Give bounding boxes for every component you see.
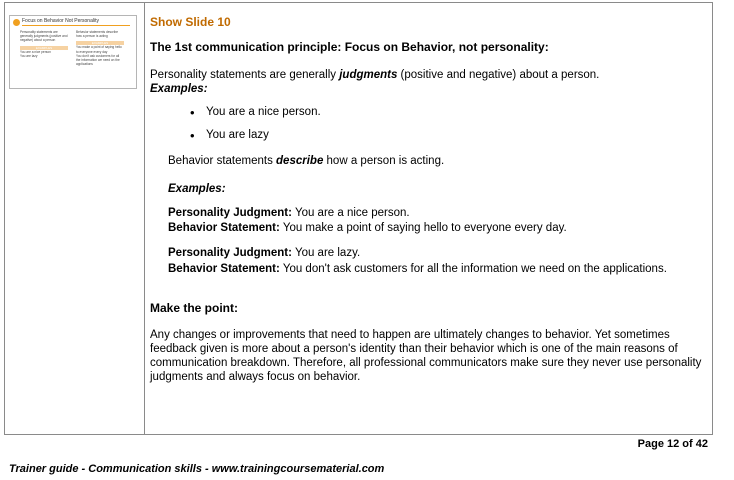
make-point-heading: Make the point: [150,301,239,315]
thumbnail-right-item: You make a point of saying hello to everyone every day [76,45,122,54]
point-paragraph: Any changes or improvements that need to happen are ultimately changes to behavior. Yet sometimes feedback given is more about a person's identity than their behavior which is one of the main reasons of communication breakdown. Therefore, all professional communicators make sure they never use personality judgments and always focus on behavior. [150,329,702,383]
describe-emphasis: describe [276,155,324,167]
thumbnail-left-item: You are lazy [20,53,38,58]
thumbnail-left-item: You are a nice person [20,49,51,54]
example-pair: Personality Judgment: You are lazy. Behavior Statement: You don't ask customers for all the information we need on the applications. [168,247,667,275]
list-item: • You are lazy [206,129,269,141]
behavior-paragraph: Behavior statements describe how a person is acting. [168,155,445,167]
judgments-emphasis: judgments [339,69,398,81]
thumbnail-left-heading: Personality statements are generally judgments (positive and negative) about a person [20,30,68,43]
thumbnail-right-tag: EXAMPLES [76,41,124,45]
examples-label: Examples: [150,83,208,95]
thumbnail-title: Focus on Behavior Not Personality [22,18,99,24]
column-divider [144,3,145,434]
footer-text: Trainer guide - Communication skills - www.trainingcoursematerial.com [9,463,385,475]
thumbnail-right-item: You don't ask customers for all the information we need on the applications [76,53,120,67]
show-slide-heading: Show Slide 10 [150,15,231,29]
thumbnail-right-heading: Behavior statements describe how a person is acting [76,30,118,39]
slide-thumbnail [9,15,137,89]
page-number: Page 12 of 42 [637,438,708,450]
example-pair: Personality Judgment: You are a nice person. Behavior Statement: You make a point of saying hello to everyone every day. [168,207,567,234]
page-frame [4,2,713,435]
thumbnail-rule [22,25,130,26]
examples-label-2: Examples: [168,183,226,195]
list-item: • You are a nice person. [206,106,321,118]
thumbnail-left-column [20,30,68,58]
thumbnail-right-column [76,30,124,66]
principle-heading: The 1st communication principle: Focus on Behavior, not personality: [150,40,549,54]
thumbnail-left-tag: EXAMPLES [20,46,68,50]
personality-paragraph: Personality statements are generally judgments (positive and negative) about a person. Examples: [150,69,600,95]
bullet-dot-icon [13,19,20,26]
